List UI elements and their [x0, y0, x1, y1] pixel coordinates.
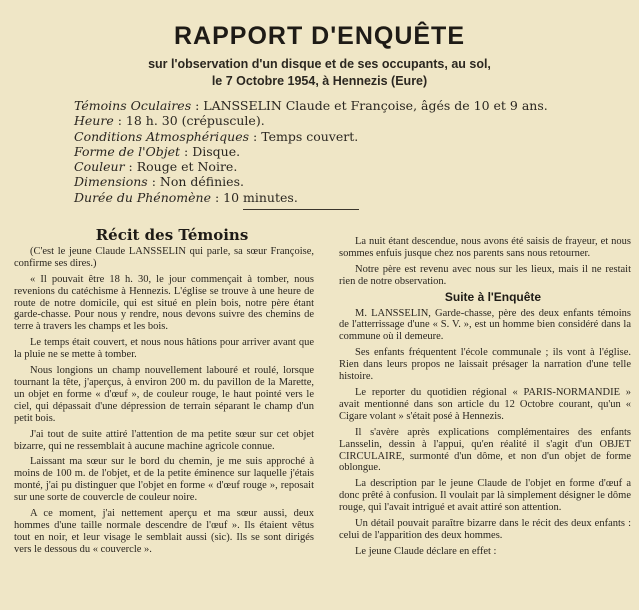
paragraph: A ce moment, j'ai nettement aperçu et ma sœur aussi, deux hommes d'une taille normale descendre de l'œuf ». Ils étaient vêtus tout en noir, et leur visage le semblait aussi (sic). Ils se sont dirigés vers le dessous du « couvercle ».	[14, 508, 314, 555]
paragraph: « Il pouvait être 18 h. 30, le jour commençait à tomber, nous revenions du catéchisme à Hennezis. L'église se trouve à une heure de route de notre domicile, qui est situé en plein bois, notre père étant garde-chasse. Pour nous y rendre, nous devons suivre des chemins de terre à travers les champs et les bois.	[14, 273, 314, 333]
paragraph: Le reporter du quotidien régional « PARIS-NORMANDIE » avait mentionné dans son article du 12 Octobre courant, qu'un « Cigare volant » s'était posé à Hennezis.	[339, 386, 631, 422]
paragraph: J'ai tout de suite attiré l'attention de ma petite sœur sur cet objet bizarre, qui ne ressemblait à aucune machine agricole connue.	[14, 428, 314, 452]
left-column	[14, 226, 314, 560]
subtitle-line-1: sur l'observation d'un disque et de ses occupants, au sol,	[148, 57, 491, 71]
paragraph: Ses enfants fréquentent l'école communale ; ils vont à l'église. Rien dans leurs propos ne laissait présager la narration d'une telle histoire.	[339, 347, 631, 383]
paragraph: Nous longions un champ nouvellement labouré et roulé, lorsque tournant la tête, j'aperçus, à environ 200 m. du pavillon de la Marette, un objet en forme « d'œuf », de couleur rouge, le haut pointé vers le ciel, qui dépassait d'une dépression de terrain séparant le champ d'un petit bois.	[14, 365, 314, 424]
paragraph: La nuit étant descendue, nous avons été saisis de frayeur, et nous sommes enfuis jusque chez nos parents sans nous retourner.	[339, 236, 631, 259]
fact-color: Couleur : Rouge et Noire.	[74, 159, 238, 175]
paragraph: (C'est le jeune Claude LANSSELIN qui parle, sa sœur Françoise, confirme ses dires.)	[14, 245, 314, 269]
fact-witnesses: Témoins Oculaires : LANSSELIN Claude et Françoise, âgés de 10 et 9 ans.	[74, 98, 548, 113]
paragraph: Le jeune Claude déclare en effet :	[355, 545, 497, 557]
facts-block	[74, 98, 574, 205]
fact-weather: Conditions Atmosphériques : Temps couvert.	[74, 128, 359, 144]
inquiry-followup-heading: Suite à l'Enquête	[444, 289, 542, 304]
page-title: RAPPORT D'ENQUÊTE	[173, 22, 466, 50]
page-subtitle	[0, 56, 639, 90]
paragraph: Le temps était couvert, et nous nous hâtions pour arriver avant que la pluie ne se mette à tomber.	[14, 337, 314, 361]
paragraph: La description par le jeune Claude de l'objet en forme d'œuf a donc prêté à confusion. Il voulait par là simplement désigner le dôme rouge, qui l'avait intrigué et avait attiré son attention.	[339, 478, 631, 514]
paragraph: Notre père est revenu avec nous sur les lieux, mais il ne restait rien de notre observation.	[339, 263, 631, 287]
fact-dimensions: Dimensions : Non définies.	[74, 174, 244, 190]
paragraph: Un détail pouvait paraître bizarre dans le récit des deux enfants : celui de l'apparition des deux hommes.	[339, 518, 631, 541]
section-divider	[243, 209, 359, 210]
fact-duration: Durée du Phénomène : 10 minutes.	[74, 189, 298, 205]
witness-account-heading: Récit des Témoins	[95, 226, 249, 244]
right-column	[339, 236, 631, 562]
paragraph: Laissant ma sœur sur le bord du chemin, je me suis approché à moins de 100 m. de l'objet, et de la petite éminence sur laquelle j'étais monté, j'ai pu distinguer que l'objet en forme « d'œuf rouge », reposait sur une sorte de couvercle de couleur noire.	[14, 456, 314, 504]
fact-shape: Forme de l'Objet : Disque.	[74, 143, 241, 159]
paragraph: Il s'avère après explications complémentaires des enfants Lansselin, dessin à l'appui, qu'en réalité il s'agit d'un OBJET CIRCULAIRE, surmonté d'un dôme, et non d'un objet de forme oblongue.	[339, 426, 631, 474]
paragraph: M. LANSSELIN, Garde-chasse, père des deux enfants témoins de l'atterrissage d'une « S. V. », est un homme bien considéré dans la commune où il demeure.	[339, 307, 631, 343]
subtitle-line-2: le 7 Octobre 1954, à Hennezis (Eure)	[211, 74, 428, 88]
fact-time: Heure : 18 h. 30 (crépuscule).	[74, 113, 265, 129]
